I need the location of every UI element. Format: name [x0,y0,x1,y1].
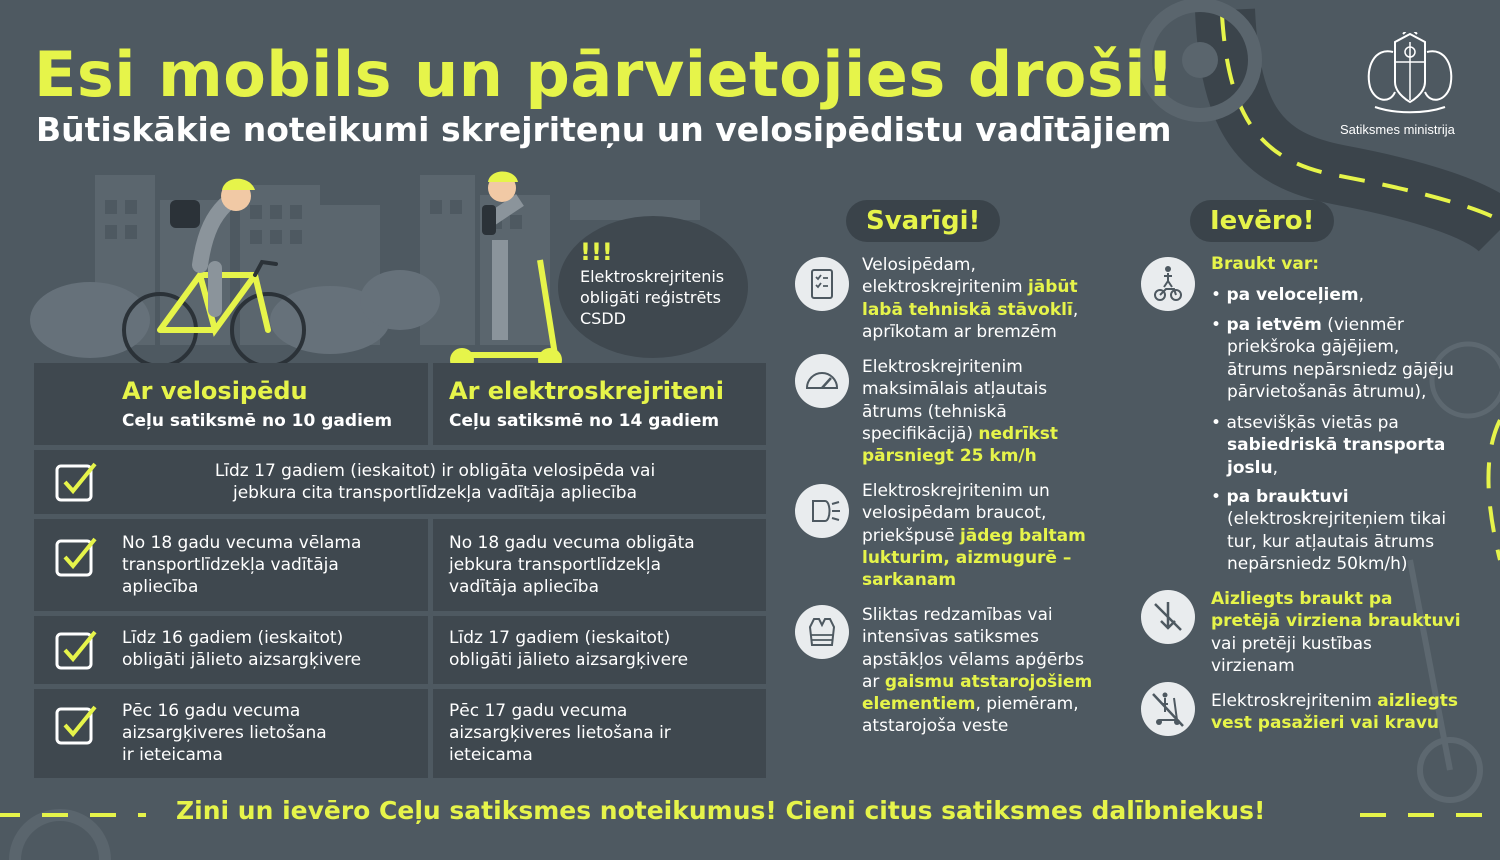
bubble-exclamation: !!! [580,238,613,266]
text-segment: jābūt [1027,277,1078,298]
text-line [1211,486,1446,508]
text-segment: (elektroskrejriteņiem tikai [1227,509,1447,530]
text-segment: aizliegts [1377,691,1459,711]
text-line [1211,610,1461,632]
text-segment: priekšroka gājējiem, [1227,337,1400,358]
svarigi-item-2 [862,356,1058,467]
checklist-icon [795,257,849,311]
checkbox-checked-icon [55,705,99,745]
bullet: • [1211,487,1227,507]
text-line [862,445,1058,467]
bullet: • [1211,413,1227,433]
svarigi-item-3 [862,480,1086,591]
headlight-icon [795,484,849,538]
text-segment: , [1272,457,1278,478]
text-line [1211,284,1364,306]
text-line [1211,314,1454,336]
table-row: No 18 gadu vecuma obligāta jebkura transportlīdzekļa vadītāja apliecība [433,519,766,611]
pedestrian-bicycle-icon [1141,257,1195,311]
text-line [862,423,1058,445]
text-segment: nepārsniedz 50km/h) [1227,553,1408,574]
text-segment: (vienmēr [1321,315,1404,335]
text-line [862,569,1086,591]
text-segment: Elektroskrejritenim [862,357,1023,377]
table-row: Līdz 17 gadiem (ieskaitot) ir obligāta velosipēda vai jebkura cita transportlīdzekļa vadītāja apliecība [34,450,766,514]
ievero-heading: Ievēro! [1190,200,1334,242]
coat-of-arms-icon [1355,32,1465,116]
text-segment: maksimālais atļautais [862,379,1048,400]
svarigi-item-4 [862,604,1092,738]
text-segment: gaismu atstarojošiem [884,671,1093,692]
bullet: • [1211,285,1227,305]
text-segment: virzienam [1211,655,1295,676]
text-segment: velosipēdam braucot, [862,503,1047,524]
text-line [862,693,1092,715]
text-line [862,626,1092,648]
safety-vest-icon [795,605,849,659]
text-segment: joslu [1227,457,1273,478]
text-segment: intensīvas satiksmes [862,627,1039,648]
checkbox-checked-icon [55,630,99,670]
text-segment: pa ietvēm [1226,315,1322,335]
text-segment: Sliktas redzamības vai [862,605,1053,625]
text-segment: Elektroskrejritenim [1211,691,1378,711]
text-line [862,378,1058,400]
allowed-item [1211,314,1454,403]
svarigi-heading: Svarīgi! [846,200,1000,242]
text-segment: tur, kur atļautais ātrums [1227,531,1435,552]
text-line [862,649,1092,671]
text-segment: ar [862,671,885,692]
text-line [862,401,1058,423]
text-line [1211,412,1445,434]
text-line [1211,588,1461,610]
text-line [1211,690,1458,712]
text-line [1211,508,1446,530]
text-line [862,547,1086,569]
bubble-text: Elektroskrejritenis obligāti reģistrēts CSDD [580,267,725,328]
table-header-bicycle: Ar velosipēdu Ceļu satiksmē no 10 gadiem [34,363,428,445]
no-wrong-way-icon [1141,590,1195,644]
text-segment: elektroskrejritenim [862,277,1028,298]
text-segment: , piemēram, [975,694,1079,715]
allowed-item [1211,284,1364,306]
forbidden-passenger [1211,690,1458,735]
text-segment: pārsniegt 25 km/h [862,446,1037,467]
text-line [862,480,1086,502]
text-segment: pārvietošanās ātrumu), [1227,381,1427,402]
text-segment: priekšpusē [862,525,960,546]
text-line [1211,553,1446,575]
allowed-title: Braukt var: [1211,254,1320,274]
text-line [1211,531,1446,553]
table-row: Pēc 17 gadu vecuma aizsargķiveres lietošana ir ieteicama [433,689,766,778]
table-row: Pēc 16 gadu vecuma aizsargķiveres lietošana ir ieteicama [34,689,428,778]
text-line [1211,359,1454,381]
allowed-item [1211,486,1446,575]
table-header-scooter: Ar elektroskrejriteni Ceļu satiksmē no 14 gadiem [433,363,766,445]
table-row: No 18 gadu vecuma vēlama transportlīdzekļa vadītāja apliecība [34,519,428,611]
road-dash [138,813,146,817]
text-segment: Velosipēdam, [862,255,976,275]
text-segment: sarkanam [862,570,957,591]
text-segment: pa veloceļiem [1226,285,1359,305]
text-segment: lukturim, aizmugurē – [862,547,1072,568]
text-segment: specifikācijā) [862,423,979,444]
text-segment: , [1072,299,1079,320]
text-line [1211,712,1458,734]
text-segment: vai pretēji kustības [1211,633,1372,654]
text-segment: Aizliegts braukt pa [1211,589,1393,609]
forbidden-wrong-way [1211,588,1461,677]
text-segment: vest pasažieri vai kravu [1211,713,1440,734]
text-segment: atstarojoša veste [862,716,1009,737]
text-line [862,356,1058,378]
text-segment: jādeg baltam [959,525,1086,546]
road-dash [0,813,20,817]
text-line [862,254,1078,276]
allowed-item [1211,412,1445,479]
text-segment: aprīkotam ar bremzēm [862,321,1057,342]
text-segment: apstākļos vēlams apģērbs [862,649,1084,670]
bullet: • [1211,315,1227,335]
text-line [862,321,1078,343]
text-line [1211,434,1445,456]
footer-slogan: Zini un ievēro Ceļu satiksmes noteikumus! Cieni citus satiksmes dalībniekus! [176,796,1266,825]
page-subtitle: Būtiskākie noteikumi skrejriteņu un velosipēdistu vadītājiem [36,110,1172,149]
text-line [1211,633,1461,655]
speedometer-icon [795,354,849,408]
text-line [862,276,1078,298]
text-line [1211,381,1454,403]
road-dash [1456,813,1482,817]
text-line [862,671,1092,693]
text-segment: labā tehniskā stāvoklī [862,299,1073,320]
text-line [1211,457,1445,479]
text-segment: sabiedriskā transporta [1227,435,1446,456]
text-line [862,715,1092,737]
text-line [1211,336,1454,358]
road-dash [1360,813,1386,817]
text-segment: pretējā virziena brauktuvi [1211,611,1461,632]
text-line [862,299,1078,321]
text-line [862,604,1092,626]
ministry-name: Satiksmes ministrija [1340,122,1455,137]
text-segment: , [1358,285,1365,305]
road-dash [42,813,68,817]
text-segment: ātrums nepārsniedz gājēju [1227,359,1454,380]
text-segment: Elektroskrejritenim un [862,481,1050,501]
text-segment: elementiem [862,694,976,715]
page-title: Esi mobils un pārvietojies droši! [34,38,1175,111]
checkbox-checked-icon [55,537,99,577]
checkbox-checked-icon [55,462,99,502]
text-segment: atsevišķās vietās pa [1226,413,1399,433]
road-dash [1408,813,1434,817]
table-row: Līdz 17 gadiem (ieskaitot) obligāti jālieto aizsargķivere [433,616,766,684]
no-passenger-scooter-icon [1141,682,1195,736]
text-segment: ātrums (tehniskā [862,401,1007,422]
text-segment: nedrīkst [978,423,1058,444]
text-segment: pa brauktuvi [1226,487,1349,507]
table-row: Līdz 16 gadiem (ieskaitot) obligāti jālieto aizsargķivere [34,616,428,684]
road-dash [90,813,116,817]
text-line [862,525,1086,547]
svarigi-item-1 [862,254,1078,343]
text-line [862,502,1086,524]
text-line [1211,655,1461,677]
